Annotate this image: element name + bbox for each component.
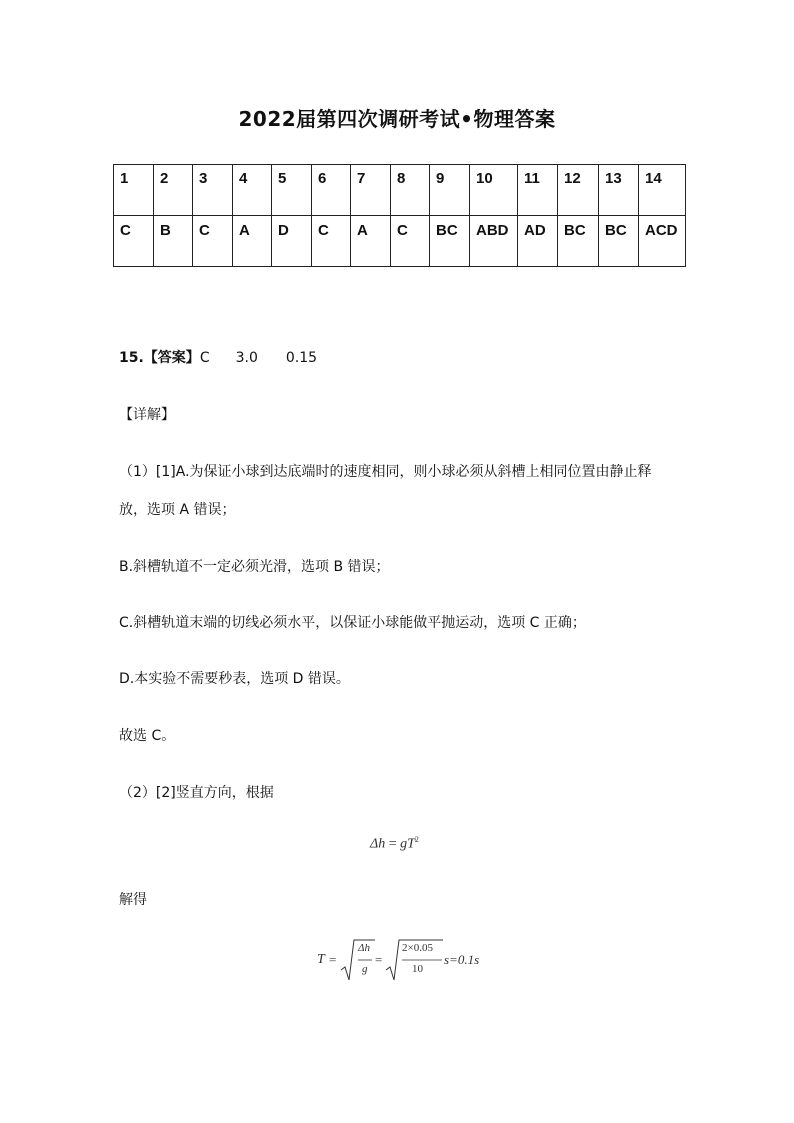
table-row-answers	[114, 216, 686, 267]
answer-table	[113, 164, 686, 267]
table-cell: 5	[272, 165, 312, 216]
formula-term: 2	[414, 835, 419, 844]
table-cell: D	[272, 216, 312, 267]
table-cell: AD	[518, 216, 558, 267]
formula-term: g	[400, 836, 408, 852]
paragraph-6: （2）[2]竖直方向，根据	[119, 785, 274, 801]
q15-answer-1: C	[199, 350, 210, 366]
paragraph-1a: （1）[1]A.为保证小球到达底端时的速度相同，则小球必须从斜槽上相同位置由静止释	[119, 464, 652, 480]
table-cell: 1	[114, 165, 154, 216]
formula-term: T	[317, 952, 325, 967]
formula-term: s=0.1s	[444, 952, 480, 967]
paragraph-1b: 放，选项 A 错误；	[119, 502, 236, 518]
formula-term: 10	[412, 963, 423, 975]
formula-term: Δh	[358, 942, 370, 954]
table-cell: C	[391, 216, 430, 267]
formula-term: g	[362, 963, 368, 975]
paragraph-4: D.本实验不需要秒表，选项 D 错误。	[119, 671, 350, 687]
detail-heading: 【详解】	[119, 407, 175, 423]
table-cell: 2	[154, 165, 193, 216]
paragraph-7: 解得	[119, 892, 147, 908]
table-cell: 12	[558, 165, 599, 216]
table-cell: C	[312, 216, 351, 267]
table-cell: C	[193, 216, 233, 267]
q15-answer-line	[119, 347, 317, 367]
formula-term: Δh	[370, 836, 386, 852]
table-cell: 10	[470, 165, 518, 216]
table-cell: 7	[351, 165, 391, 216]
paragraph-2: B.斜槽轨道不一定必须光滑，选项 B 错误；	[119, 559, 390, 575]
q15-answer-2: 3.0	[235, 350, 258, 366]
paragraph-3: C.斜槽轨道末端的切线必须水平，以保证小球能做平抛运动，选项 C 正确；	[119, 615, 586, 631]
table-cell: C	[114, 216, 154, 267]
table-cell: 13	[599, 165, 639, 216]
q15-answer-3: 0.15	[285, 350, 318, 366]
formula-period	[317, 938, 487, 984]
table-cell: B	[154, 216, 193, 267]
table-cell: 8	[391, 165, 430, 216]
table-cell: 4	[233, 165, 272, 216]
table-cell: BC	[430, 216, 470, 267]
table-cell: 14	[639, 165, 686, 216]
formula-term: 2×0.05	[402, 942, 433, 954]
page-title: 2022届第四次调研考试•物理答案	[238, 107, 556, 131]
formula-term: =	[388, 836, 397, 852]
table-cell: 3	[193, 165, 233, 216]
table-cell: 11	[518, 165, 558, 216]
table-cell: A	[351, 216, 391, 267]
formula-term: =	[375, 952, 383, 967]
table-cell: ABD	[470, 216, 518, 267]
table-row-numbers	[114, 165, 686, 216]
table-cell: ACD	[639, 216, 686, 267]
table-cell: 6	[312, 165, 351, 216]
q15-label: 15.【答案】	[119, 350, 200, 366]
table-cell: A	[233, 216, 272, 267]
formula-delta-h	[370, 835, 419, 853]
table-cell: BC	[558, 216, 599, 267]
paragraph-5: 故选 C。	[119, 728, 176, 744]
table-cell: 9	[430, 165, 470, 216]
table-cell: BC	[599, 216, 639, 267]
formula-term: =	[329, 952, 337, 967]
formula-term: T	[407, 836, 415, 852]
